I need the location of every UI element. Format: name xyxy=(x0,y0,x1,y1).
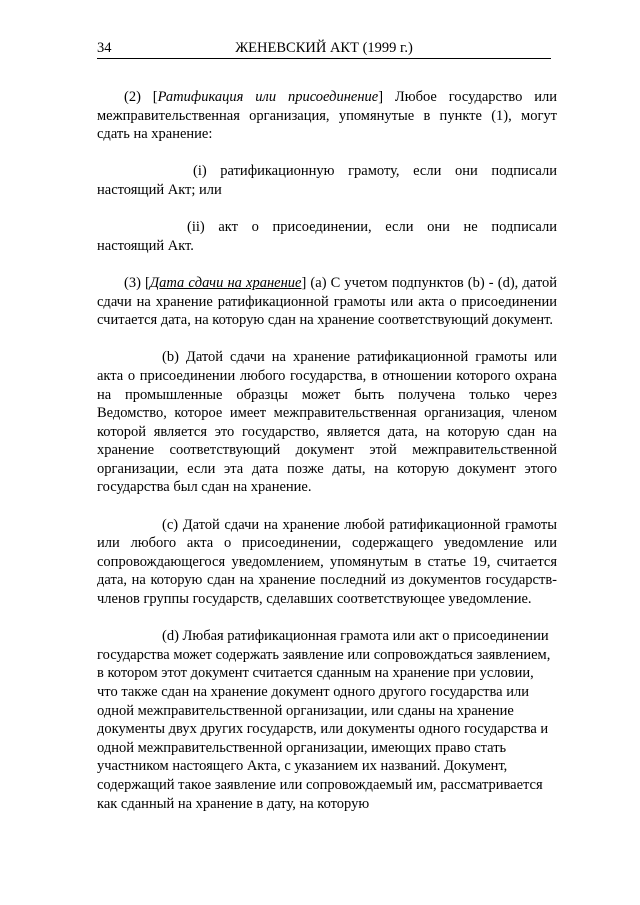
paragraph-3-c: (c) Датой сдачи на хранение любой ратификационной грамоты или любого акта о присоединении, содержащего уведомление или сопровождающегося уведомлением, упомянутым в статье 19, считается дата, на которую сдан на хранение последний из документов государств-членов группы государств, сделавших соответствующее уведомление. xyxy=(97,516,557,608)
paragraph-3-lead: (3) [ xyxy=(124,274,150,291)
running-title: ЖЕНЕВСКИЙ АКТ (1999 г.) xyxy=(235,40,413,56)
paragraph-2-item-i: (i) ратификационную грамоту, если они подписали настоящий Акт; или xyxy=(97,163,557,198)
paragraph-3-b: (b) Датой сдачи на хранение ратификационной грамоты или акта о присоединении любого государства, в отношении которого охрана на промышленные образцы может быть получена только через Ведомство, которое имеет межправительственная организация, членом которой является это государство, является дата, на которую сдан на хранение соответствующий документ этой межправительственной организации, если эта дата позже даты, на которую документ этого государства был сдан на хранение. xyxy=(97,349,557,496)
paragraph-3-heading: Дата сдачи на хранение xyxy=(149,274,302,291)
paragraph-3-d: (d) Любая ратификационная грамота или акт о присоединении государства может содержать заявление или сопровождаться заявлением, в котором этот документ считается сданным на хранение при условии, что также сдан на хранение документ одного другого государства или одной межправительственной организации, или сданы на хранение документы двух других государств, или документы одного государства и одной межправительственной организации, имеющих право стать участником настоящего Акта, с указанием их названий. Документ, содержащий такое заявление или сопровождаемый им, рассматривается как сданный на хранение в дату, на которую xyxy=(97,628,551,812)
paragraph-2-item-ii: (ii) акт о присоединении, если они не подписали настоящий Акт. xyxy=(97,219,557,254)
paragraph-2 xyxy=(97,88,557,144)
paragraph-2-heading: Ратификация или присоединение xyxy=(157,89,379,105)
paragraph-3 xyxy=(97,274,557,330)
paragraph-3-text: ] (a) С учетом подпунктов (b) - (d), датой сдачи на хранение ратификационной грамоты или акта о присоединении считается дата, на которую сдан на хранение соответствующий документ. xyxy=(97,274,557,329)
document-body xyxy=(97,88,557,813)
page-number: 34 xyxy=(97,40,112,56)
running-header xyxy=(97,39,551,59)
paragraph-2-lead: (2) [ xyxy=(124,89,158,105)
paragraph-2-text: ] Любое государство или межправительственная организация, упомянутые в пункте (1), могут сдать на хранение: xyxy=(97,89,557,143)
